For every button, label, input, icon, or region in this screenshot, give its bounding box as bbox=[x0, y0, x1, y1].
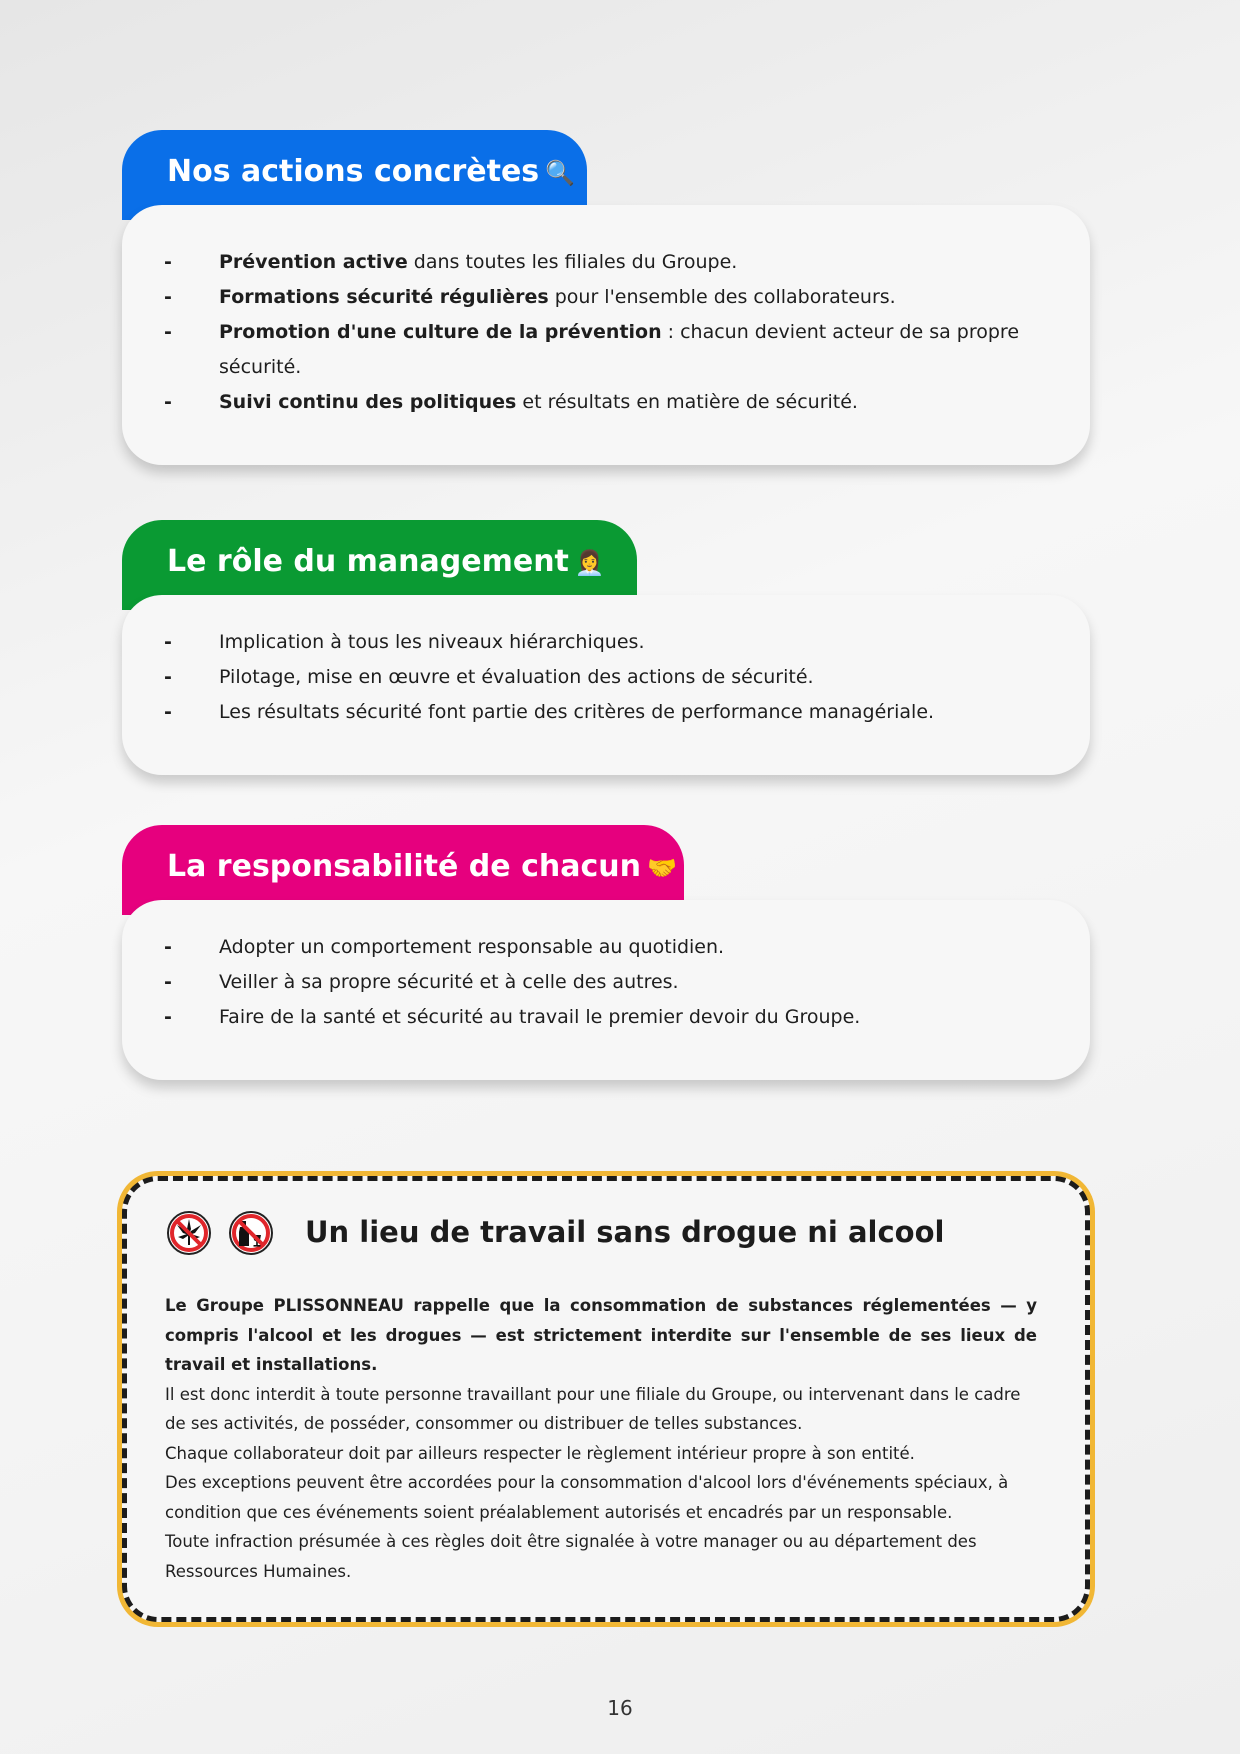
list-item: - Faire de la santé et sécurité au travail le premier devoir du Groupe. bbox=[164, 1006, 861, 1028]
drug-alcohol-policy-box bbox=[122, 1176, 1090, 1622]
section-actions-title: Nos actions concrètes 🔍 bbox=[167, 154, 576, 189]
section-actions bbox=[122, 130, 1090, 470]
list-item: - Implication à tous les niveaux hiérarchiques. bbox=[164, 631, 645, 653]
section-management-title: Le rôle du management 👩‍💼 bbox=[167, 544, 605, 579]
list-item: - Prévention active dans toutes les filiales du Groupe. bbox=[164, 251, 738, 273]
list-item: - Les résultats sécurité font partie des critères de performance managériale. bbox=[164, 701, 935, 723]
section-responsibility-card bbox=[122, 900, 1090, 1080]
list-item: - Formations sécurité régulières pour l'ensemble des collaborateurs. bbox=[164, 286, 896, 308]
handshake-icon: 🤝 bbox=[646, 854, 677, 882]
section-management bbox=[122, 520, 1090, 780]
policy-lead-paragraph: Le Groupe PLISSONNEAU rappelle que la consommation de substances réglementées — y compris l'alcool et les drogues — est strictement interdite sur l'ensemble de ses lieux de travail et installations. bbox=[165, 1296, 1037, 1374]
policy-paragraph: Il est donc interdit à toute personne travaillant pour une filiale du Groupe, ou intervenant dans le cadre de ses activités, de posséder, consommer ou distribuer de telles substances. bbox=[165, 1384, 1021, 1433]
page-number: 16 bbox=[607, 1696, 633, 1720]
section-actions-card bbox=[122, 205, 1090, 465]
section-actions-list bbox=[164, 245, 1030, 420]
policy-paragraph: Des exceptions peuvent être accordées pour la consommation d'alcool lors d'événements spéciaux, à condition que ces événements soient préalablement autorisés et encadrés par un responsable. bbox=[165, 1473, 1009, 1522]
no-alcohol-icon bbox=[227, 1209, 275, 1257]
no-drugs-icon bbox=[165, 1209, 213, 1257]
list-item: - Adopter un comportement responsable au quotidien. bbox=[164, 936, 725, 958]
policy-paragraph: Toute infraction présumée à ces règles doit être signalée à votre manager ou au département des Ressources Humaines. bbox=[165, 1532, 977, 1581]
policy-title: Un lieu de travail sans drogue ni alcool bbox=[305, 1215, 945, 1249]
section-responsibility-title: La responsabilité de chacun 🤝 bbox=[167, 849, 677, 884]
section-management-list bbox=[164, 625, 1030, 730]
prohibition-icons bbox=[165, 1209, 275, 1257]
magnifier-icon: 🔍 bbox=[545, 159, 576, 187]
policy-paragraph: Chaque collaborateur doit par ailleurs respecter le règlement intérieur propre à son entité. bbox=[165, 1443, 915, 1463]
policy-text bbox=[165, 1291, 1037, 1586]
list-item: - Veiller à sa propre sécurité et à celle des autres. bbox=[164, 971, 679, 993]
list-item: - Pilotage, mise en œuvre et évaluation des actions de sécurité. bbox=[164, 666, 814, 688]
section-responsibility bbox=[122, 825, 1090, 1085]
list-item: - Suivi continu des politiques et résultats en matière de sécurité. bbox=[164, 391, 858, 413]
list-item: - Promotion d'une culture de la prévention : chacun devient acteur de sa propre sécurité. bbox=[164, 321, 1020, 378]
section-management-card bbox=[122, 595, 1090, 775]
manager-icon: 👩‍💼 bbox=[574, 549, 605, 577]
section-responsibility-list bbox=[164, 930, 1030, 1035]
